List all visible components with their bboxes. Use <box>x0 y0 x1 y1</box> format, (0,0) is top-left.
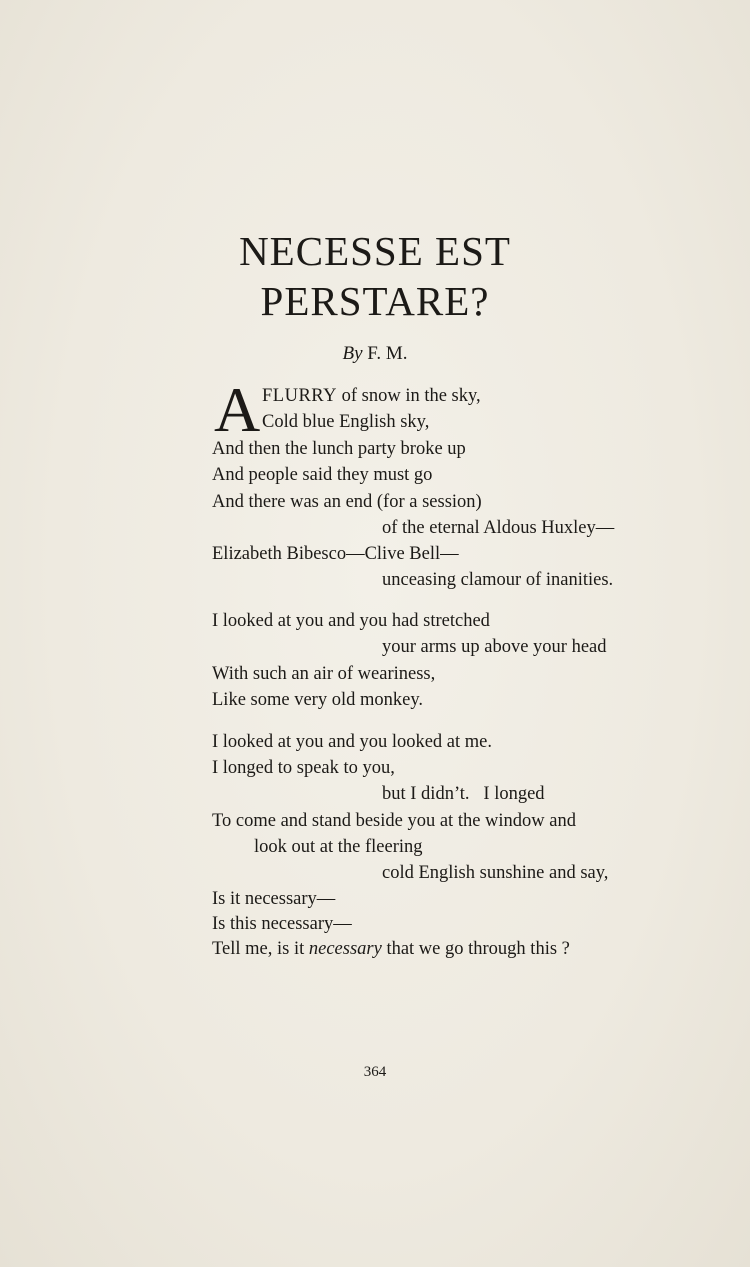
poem-title-line-1: NECESSE EST <box>239 228 511 274</box>
poem-line: Cold blue English sky, <box>262 412 430 432</box>
byline-prefix: By <box>342 343 363 364</box>
poem-line: unceasing clamour of inanities. <box>382 570 614 590</box>
poem-line <box>262 385 481 407</box>
poem-line: With such an air of weariness, <box>212 664 436 684</box>
poem-line: Is it necessary— <box>212 889 336 909</box>
poem-line: but I didn’t. I longed <box>382 784 545 804</box>
line-text: of snow in the sky, <box>336 386 481 406</box>
byline-author: F. M. <box>367 343 408 364</box>
line-text: that we go through this ? <box>381 939 570 959</box>
emphasized-word: necessary <box>308 939 382 959</box>
poem-line: cold English sunshine and say, <box>382 863 609 883</box>
poem-title-line-2: PERSTARE? <box>260 278 490 324</box>
poem-line: And there was an end (for a session) <box>212 492 482 512</box>
poem-line: of the eternal Aldous Huxley— <box>382 518 615 538</box>
poem-line: To come and stand beside you at the window and <box>212 811 576 831</box>
line-text: Tell me, is it <box>212 939 309 959</box>
poem-line: Elizabeth Bibesco—Clive Bell— <box>212 544 459 564</box>
page-number: 364 <box>363 1064 387 1080</box>
drop-cap: A <box>214 374 261 445</box>
byline <box>0 343 750 365</box>
poem-line <box>212 938 570 960</box>
poem-line: Is this necessary— <box>212 914 352 934</box>
poem-line: I looked at you and you looked at me. <box>212 732 493 752</box>
first-word-caps: FLURRY <box>262 386 337 406</box>
poem-line: I longed to speak to you, <box>212 758 395 778</box>
poem-line: I looked at you and you had stretched <box>212 611 490 631</box>
poem-line: Like some very old monkey. <box>212 690 423 710</box>
poem-line: look out at the fleering <box>254 837 423 857</box>
poem-line: And then the lunch party broke up <box>212 439 466 459</box>
poem-line: your arms up above your head <box>382 637 607 657</box>
poem-line: And people said they must go <box>212 465 433 485</box>
